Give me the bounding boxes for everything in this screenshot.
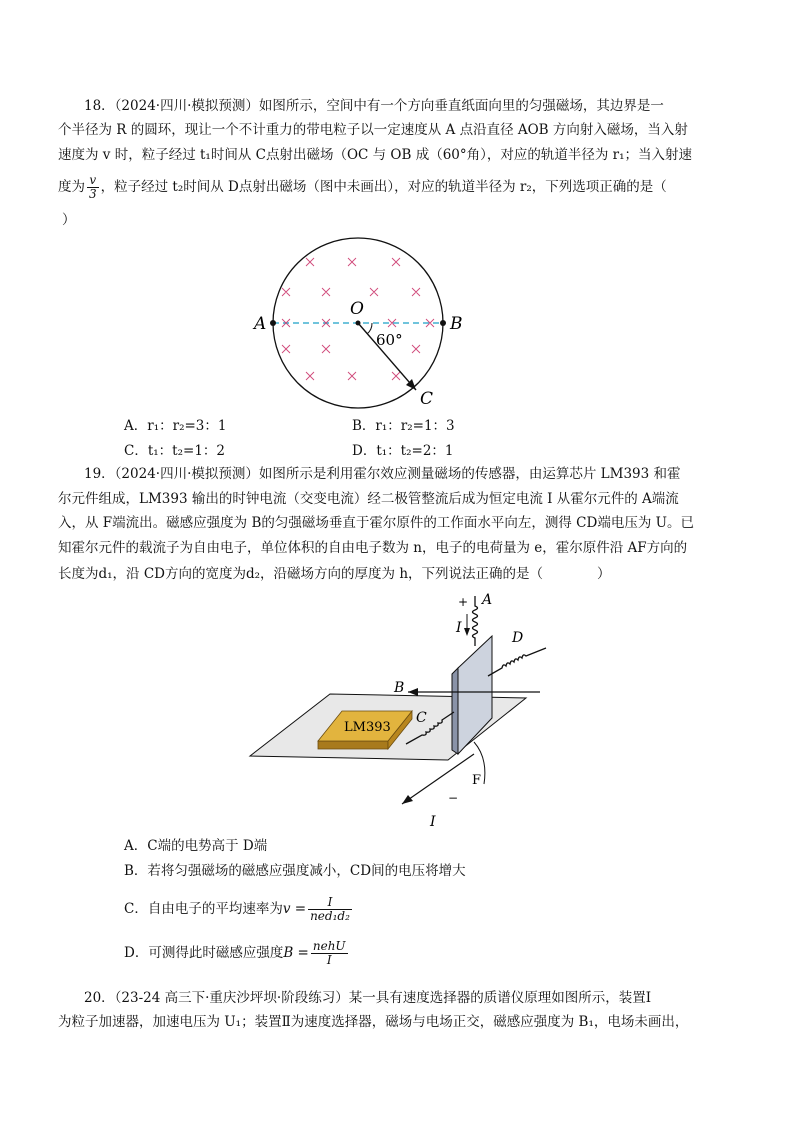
option-d-text: D．可测得此时磁感应强度 xyxy=(124,945,284,961)
option-text: r₁：r₂=3：1 xyxy=(147,418,227,434)
lm393-chip-side xyxy=(318,741,388,749)
q19-line-2: 尔元件组成，LM393 输出的时钟电流（交变电流）经二极管整流后成为恒定电流 I 从霍尔元件的 A端流 xyxy=(58,491,679,507)
label-i-bottom: I xyxy=(430,814,436,828)
q20-line-2: 为粒子加速器，加速电压为 U₁；装置Ⅱ为速度选择器，磁场与电场正交，磁感应强度为 B₁，电场未画出， xyxy=(58,1014,689,1030)
q18-line-4-post: ，粒子经过 t₂时间从 D点射出磁场（图中未画出），对应的轨道半径为 r₂，下列选项正确的是（ xyxy=(100,179,667,195)
fraction-denominator: 3 xyxy=(89,187,97,201)
option-label: D． xyxy=(352,443,377,459)
point-b-dot xyxy=(440,320,446,326)
label-plus: + xyxy=(458,595,469,609)
option-c-text: C．自由电子的平均速率为 xyxy=(124,901,283,917)
fraction-denominator: I xyxy=(326,953,332,967)
q18-line-5: ） xyxy=(62,212,76,228)
label-b: B xyxy=(450,314,463,334)
option-d-lhs: B = xyxy=(283,945,309,961)
fraction-numerator: v xyxy=(87,174,99,188)
magnetic-field-crosses xyxy=(282,258,434,380)
hall-element-face xyxy=(458,636,492,754)
q18-line-3: 速度为 v 时，粒子经过 t₁时间从 C点射出磁场（OC 与 OB 成（60°角），对应的轨道半径为 r₁；当入射速 xyxy=(58,147,693,163)
q18-line-4 xyxy=(58,174,667,201)
point-o-dot xyxy=(356,321,361,326)
q19-option-a[interactable]: A．C端的电势高于 D端 xyxy=(124,838,268,854)
option-text: r₁：r₂=1：3 xyxy=(375,418,455,434)
label-a: A xyxy=(482,592,493,608)
current-i-bottom-arrow xyxy=(402,754,474,804)
label-c: C xyxy=(420,389,434,409)
q19-option-c[interactable] xyxy=(124,896,354,923)
option-label: C． xyxy=(124,443,148,459)
q18-line-2: 个半径为 R 的圆环，现让一个不计重力的带电粒子以一定速度从 A 点沿直径 AOB 方向射入磁场，当入射 xyxy=(58,122,688,138)
q18-option-b[interactable] xyxy=(352,416,455,436)
q18-fraction-v-over-3 xyxy=(87,174,99,201)
q19-option-d[interactable] xyxy=(124,940,350,967)
q20-line-1: 20．（23-24 高三下·重庆沙坪坝·阶段练习）某一具有速度选择器的质谱仪原理如图所示，装置Ⅰ xyxy=(84,990,652,1006)
q19-hall-sensor-figure xyxy=(220,588,560,828)
i-arrow-head-icon xyxy=(402,795,413,804)
option-text: t₁：t₂=1：2 xyxy=(147,443,226,459)
point-a-dot xyxy=(270,320,276,326)
q18-circle-figure xyxy=(240,232,480,412)
q19-line-1: 19．（2024·四川·模拟预测）如图所示是利用霍尔效应测量磁场的传感器，由运算芯片 LM393 和霍 xyxy=(84,466,681,482)
q18-line-1: 18．（2024·四川·模拟预测）如图所示，空间中有一个方向垂直纸面向里的匀强磁场，其边界是一 xyxy=(84,98,664,114)
q18-line-4-pre: 度为 xyxy=(58,179,85,195)
option-label: B． xyxy=(352,418,376,434)
label-i-top: I xyxy=(456,620,462,636)
fraction-denominator: ned₁d₂ xyxy=(310,909,350,923)
q19-line-4: 知霍尔元件的载流子为自由电子，单位体积的自由电子数为 n，电子的电荷量为 e，霍尔原件沿 AF方向的 xyxy=(58,540,688,556)
i-top-arrow-head-icon xyxy=(464,628,470,636)
q18-option-c[interactable] xyxy=(124,441,225,461)
option-c-lhs: v = xyxy=(282,901,307,917)
coil-d-icon xyxy=(488,648,546,676)
fraction-numerator: nehU xyxy=(312,939,346,953)
q19-option-b[interactable]: B．若将匀强磁场的磁感应强度减小，CD间的电压将增大 xyxy=(124,863,466,879)
label-o: O xyxy=(350,299,364,319)
hall-element-side xyxy=(452,668,458,754)
option-c-fraction xyxy=(308,896,352,923)
q19-line-5: 长度为d₁，沿 CD方向的宽度为d₂，沿磁场方向的厚度为 h，下列说法正确的是（ ） xyxy=(58,566,611,582)
q18-option-a[interactable] xyxy=(124,416,226,436)
fraction-numerator: I xyxy=(308,896,352,910)
label-minus: − xyxy=(448,791,459,805)
coil-a-icon xyxy=(473,596,478,646)
b-arrow-head-icon xyxy=(408,688,418,696)
label-c: C xyxy=(416,710,427,726)
q18-option-d[interactable] xyxy=(352,441,454,461)
label-a: A xyxy=(254,314,267,334)
option-label: A． xyxy=(124,418,148,434)
angle-label: 60° xyxy=(376,331,403,349)
label-b: B xyxy=(394,680,405,696)
option-text: t₁：t₂=2：1 xyxy=(376,443,454,459)
chip-label: LM393 xyxy=(344,720,391,735)
option-d-fraction xyxy=(311,940,348,967)
q19-line-3: 入，从 F端流出。磁感应强度为 B的匀强磁场垂直于霍尔原件的工作面水平向左，测得 CD端电压为 U。已 xyxy=(58,515,694,531)
angle-arc xyxy=(367,323,372,334)
label-f: F xyxy=(472,773,482,788)
label-d: D xyxy=(512,630,524,646)
